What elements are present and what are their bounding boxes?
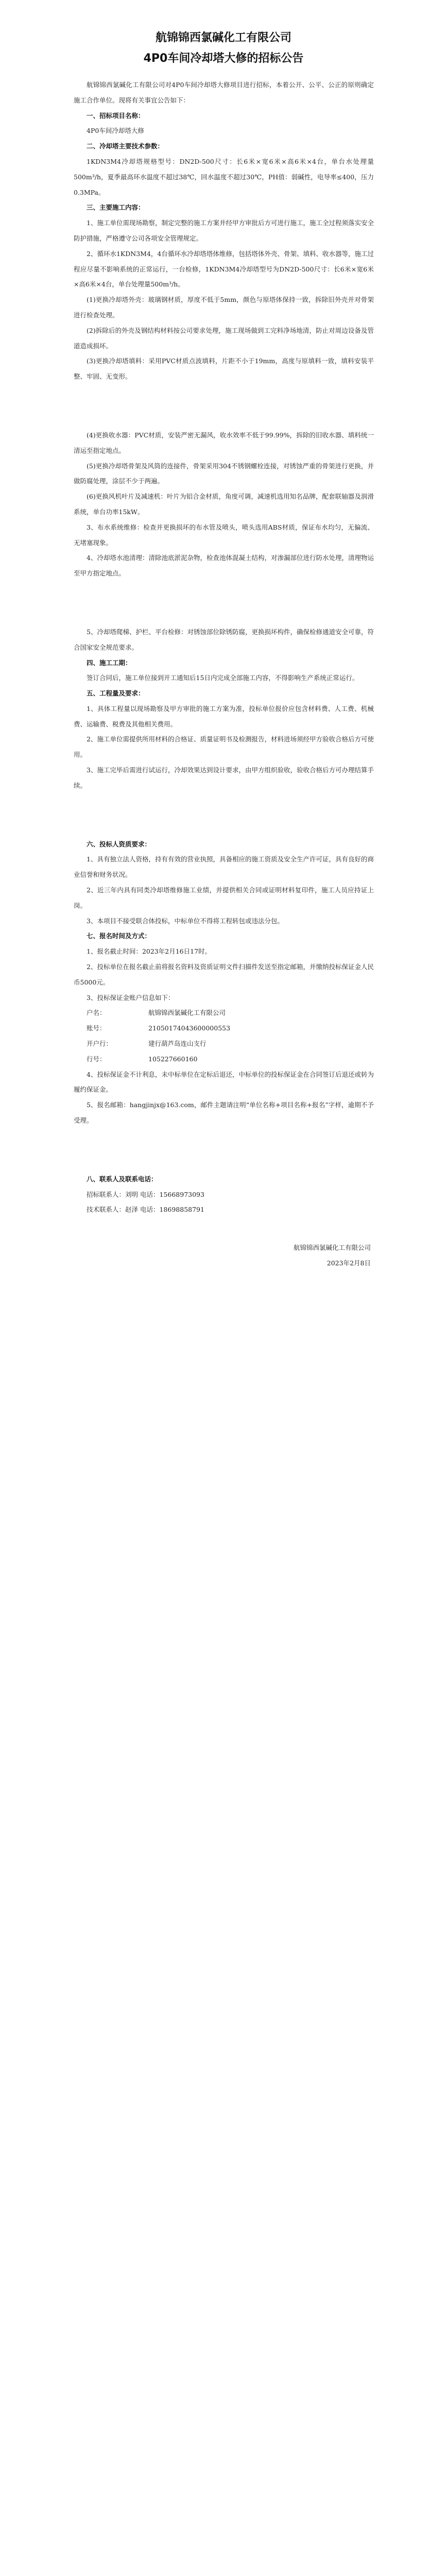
section-3-paragraph: (3)更换冷却塔填料：采用PVC材质点波填料，片距不小于19mm，高度与原填料一致，填料安装平整、牢固、无变形。 — [74, 357, 374, 381]
section-3-paragraph: 4、冷却塔水池清理：清除池底淤泥杂物，检查池体混凝土结构，对渗漏部位进行防水处理，清理物运至甲方指定地点。 — [74, 554, 374, 578]
signature-date: 2023年2月8日 — [326, 1259, 371, 1267]
section-3-paragraph: (6)更换风机叶片及减速机：叶片为铝合金材质，角度可调，减速机选用知名品牌，配套联轴器及润滑系统，单台功率15kW。 — [74, 493, 374, 516]
signature-space — [74, 1217, 374, 1240]
document-title-line-2: 4P0车间冷却塔大修的招标公告 — [143, 52, 304, 65]
section-7-paragraph: 5、报名邮箱：hangjinjx@163.com，邮件主题请注明“单位名称+项目名称+报名”字样，逾期不予受理。 — [74, 1101, 374, 1125]
bank-account-name-row — [74, 1005, 374, 1021]
section-3-paragraph: 2、循环水1KDN3M4，4台循环水冷却塔塔体维修，包括塔体外壳、骨架、填料、收水器等，施工过程应尽量不影响系统的正常运行，一台检修，1KDN3M4冷却塔型号为DN2D-500尺寸：长6米×宽6米×高6米×4台，单台处理量500m³/h。 — [74, 249, 374, 289]
section-3-paragraph: 5、冷却塔爬梯、护栏、平台检修：对锈蚀部位除锈防腐，更换损坏构件，确保检修通道安全可靠，符合国家安全规范要求。 — [74, 628, 374, 651]
section-7-paragraph: 2、投标单位在报名截止前将报名资料及资质证明文件扫描件发送至指定邮箱，并缴纳投标保证金人民币5000元。 — [74, 963, 374, 986]
section-6-paragraph: 2、近三年内具有同类冷却塔维修施工业绩，并提供相关合同或证明材料复印件，施工人员应持证上岗。 — [74, 886, 374, 909]
section-3-heading: 三、主要施工内容： — [87, 204, 145, 212]
bank-branch-value: 建行葫芦岛连山支行 — [148, 1040, 207, 1048]
section-1-body: 4P0车间冷却塔大修 — [87, 127, 144, 135]
page-break-space — [74, 1128, 374, 1172]
bank-account-name-label: 户名： — [87, 1009, 106, 1017]
section-5-paragraph: 3、施工完毕后需进行试运行，冷却效果达到设计要求，由甲方组织验收，验收合格后方可办理结算手续。 — [74, 766, 374, 789]
section-5-heading: 五、工程量及要求： — [87, 689, 145, 698]
section-4-heading: 四、施工工期： — [87, 658, 132, 667]
section-4-body: 签订合同后，施工单位接到开工通知后15日内完成全部施工内容，不得影响生产系统正常运行。 — [87, 674, 359, 682]
section-7-paragraph: 4、投标保证金不计利息，未中标单位在定标后退还，中标单位的投标保证金在合同签订后退还或转为履约保证金。 — [74, 1070, 374, 1094]
section-3-paragraph: 3、布水系统维修：检查并更换损坏的布水管及喷头，喷头选用ABS材质，保证布水均匀，无偏流、无堵塞现象。 — [74, 523, 374, 547]
section-6-paragraph: 3、本项目不接受联合体投标，中标单位不得将工程转包或违法分包。 — [87, 917, 284, 925]
section-1-heading: 一、招标项目名称： — [87, 111, 145, 120]
section-7-paragraph: 1、报名截止时间：2023年2月16日17时。 — [87, 947, 212, 956]
section-6-paragraph: 1、具有独立法人资格，持有有效的营业执照，具备相应的施工资质及安全生产许可证，具有良好的商业信誉和财务状况。 — [74, 855, 374, 879]
contact-technical: 技术联系人：赵泽 电话：18698858791 — [87, 1206, 204, 1214]
bank-code-label: 行号： — [87, 1055, 106, 1063]
section-7-paragraph: 3、投标保证金账户信息如下： — [87, 993, 175, 1002]
bank-code-row — [74, 1052, 374, 1067]
section-7-heading: 七、报名时间及方式： — [87, 932, 151, 940]
signature-company: 航锦锦西氯碱化工有限公司 — [293, 1244, 371, 1252]
section-2-heading: 二、冷却塔主要技术参数： — [87, 142, 164, 150]
bank-account-number-value: 21050174043600000553 — [148, 1024, 231, 1032]
section-3-paragraph: (5)更换冷却塔骨架及风筒的连接件，骨架采用304不锈钢螺栓连接，对锈蚀严重的骨架进行更换，并做防腐处理，涂层不少于两遍。 — [74, 462, 374, 485]
contact-bidding: 招标联系人：刘明 电话：15668973093 — [87, 1190, 204, 1198]
section-5-paragraph: 2、施工单位需提供所用材料的合格证、质量证明书及检测报告，材料进场须经甲方验收合格后方可使用。 — [74, 735, 374, 759]
document-title-line-1: 航锦锦西氯碱化工有限公司 — [155, 31, 291, 44]
section-5-paragraph: 1、具体工程量以现场勘察及甲方审批的施工方案为准，投标单位报价应包含材料费、人工费、机械费、运输费、税费及其他相关费用。 — [74, 704, 374, 728]
section-3-paragraph: (1)更换冷却塔外壳：玻璃钢材质，厚度不低于5mm，颜色与原塔体保持一致，拆除旧外壳并对骨架进行检查处理。 — [74, 296, 374, 319]
bank-branch-label: 开户行： — [87, 1040, 113, 1048]
bank-code-value: 105227660160 — [148, 1055, 198, 1063]
page-break-space — [74, 793, 374, 837]
bank-account-number-label: 账号： — [87, 1024, 106, 1032]
document-body — [74, 77, 374, 1271]
page-break-space — [74, 581, 374, 624]
section-6-heading: 六、投标人资质要求： — [87, 840, 151, 848]
intro-paragraph: 航锦锦西氯碱化工有限公司对4P0车间冷却塔大修项目进行招标，本着公开、公平、公正的原则确定施工合作单位。现将有关事宜公告如下： — [74, 81, 374, 104]
section-8-heading: 八、联系人及联系电话： — [87, 1175, 158, 1183]
section-3-paragraph: 1、施工单位需现场勘察，制定完整的施工方案并经甲方审批后方可进行施工，施工全过程须落实安全防护措施，严格遵守公司各项安全管理规定。 — [74, 219, 374, 242]
bank-account-name-value: 航锦锦西氯碱化工有限公司 — [148, 1009, 226, 1017]
bank-branch-row — [74, 1036, 374, 1052]
page-break-space — [74, 384, 374, 428]
bank-account-number-row — [74, 1021, 374, 1036]
section-3-paragraph: (2)拆除后的外壳及钢结构材料按公司要求处理，施工现场做到工完料净场地清，防止对周边设备及管道造成损坏。 — [74, 326, 374, 350]
section-2-body: 1KDN3M4冷却塔规格型号：DN2D-500尺寸：长6米×宽6米×高6米×4台，单台水处理量500m³/h，夏季最高环水温度不超过38℃，回水温度不超过30℃，PH值：弱碱性，电导率≤400，压力0.3MPa。 — [74, 157, 374, 196]
section-3-paragraph: (4)更换收水器：PVC材质，安装严密无漏风，收水效率不低于99.99%，拆除的旧收水器、填料统一清运至指定地点。 — [74, 431, 374, 454]
